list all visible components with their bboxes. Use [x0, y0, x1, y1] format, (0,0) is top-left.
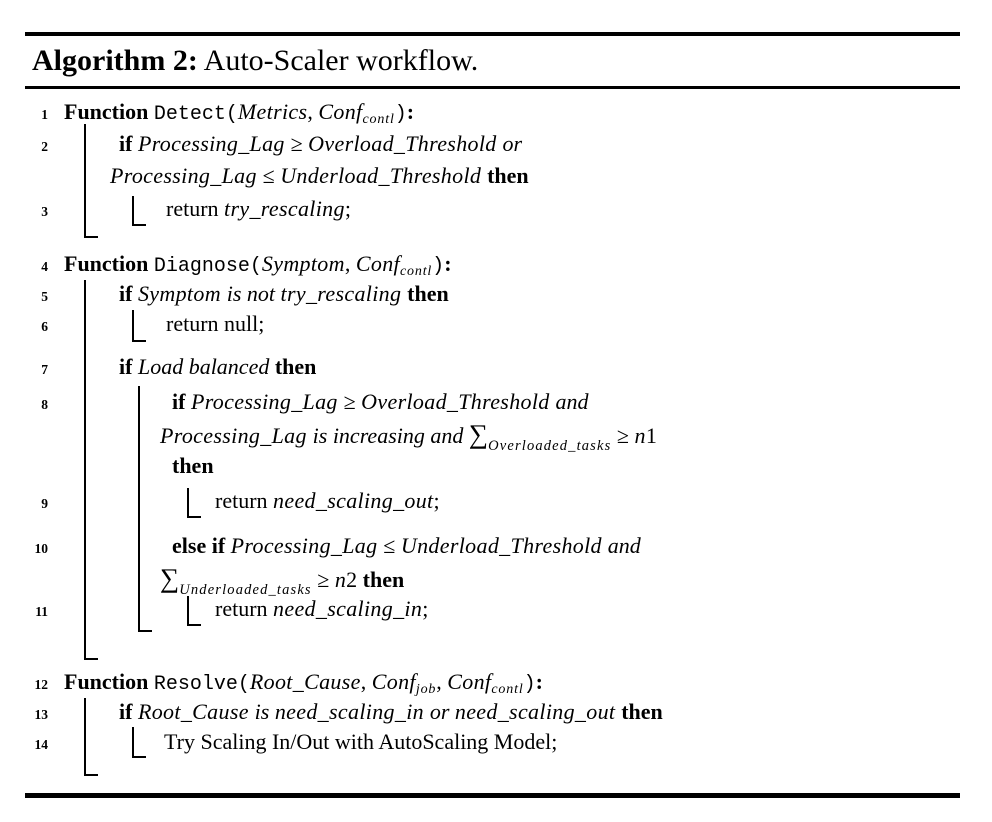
keyword-seg: Function — [64, 99, 154, 124]
function-name-seg: Detect( — [153, 103, 238, 126]
math-var-seg: need_scaling_in — [273, 596, 423, 621]
keyword-seg: then — [172, 453, 214, 478]
subscript-seg: job — [415, 682, 437, 697]
plain-seg: , — [307, 99, 319, 124]
line-number: 11 — [35, 604, 48, 619]
plain-seg: , — [360, 669, 372, 694]
function-name-seg: ) — [432, 255, 445, 278]
plain-seg: return — [215, 488, 274, 513]
plain-seg: ; — [422, 596, 429, 621]
italic-text-seg: and — [607, 533, 641, 558]
relation-seg: ≥ — [343, 389, 362, 414]
math-var-seg: Underload_Threshold — [280, 163, 488, 188]
italic-text-seg: Load balanced — [137, 354, 275, 379]
keyword-seg: if — [119, 131, 138, 156]
math-var-seg: need_scaling_out — [454, 699, 622, 724]
top-rule — [25, 32, 960, 36]
plain-seg: Try Scaling In/Out with AutoScaling Model; — [164, 729, 558, 754]
math-var-seg: Conf — [371, 669, 416, 694]
title-divider-rule — [25, 86, 960, 89]
math-var-seg: try_rescaling — [224, 196, 345, 221]
line-number: 5 — [41, 289, 48, 304]
keyword-seg: if — [119, 354, 138, 379]
math-var-seg: Processing_Lag — [137, 131, 291, 156]
sigma-subscript-seg: Underloaded_tasks — [179, 582, 312, 598]
relation-seg: ≥ — [311, 567, 335, 592]
sigma-subscript-seg: Overloaded_tasks — [488, 438, 612, 454]
keyword-seg: if — [119, 281, 138, 306]
line-number: 7 — [41, 362, 48, 377]
line-number: 8 — [41, 397, 48, 412]
algo-line-10 — [0, 533, 992, 563]
math-var-seg: Processing_Lag — [190, 389, 344, 414]
plain-seg: , — [344, 251, 356, 276]
keyword-seg: else if — [172, 533, 231, 558]
line-number: 13 — [34, 707, 48, 722]
plain-seg: return — [166, 196, 225, 221]
plain-seg: return — [215, 596, 274, 621]
line-number: 10 — [34, 541, 48, 556]
math-var-seg: Underload_Threshold — [400, 533, 608, 558]
algo-line-3 — [0, 196, 992, 226]
algo-line-2-cont — [0, 163, 992, 193]
relation-seg: ≤ — [383, 533, 401, 558]
algorithm-caption — [32, 44, 478, 78]
plain-seg: , — [436, 669, 448, 694]
math-var-seg: Processing_Lag — [230, 533, 384, 558]
plain-seg: ; — [433, 488, 440, 513]
algorithm-caption-text: Auto-Scaler workflow. — [197, 44, 479, 77]
line-number: 9 — [41, 496, 48, 511]
function-name-seg: ) — [394, 103, 407, 126]
sigma-seg: ∑ — [468, 419, 489, 449]
algo-line-8 — [0, 389, 992, 419]
line-number: 14 — [34, 737, 48, 752]
line-number: 3 — [41, 204, 48, 219]
math-var-seg: n — [634, 423, 646, 448]
algo-line-12 — [0, 669, 992, 699]
italic-text-seg: and — [555, 389, 589, 414]
italic-text-seg: or — [429, 699, 455, 724]
math-var-seg: Overload_Threshold — [361, 389, 556, 414]
subscript-seg: contl — [399, 264, 433, 279]
algo-line-5 — [0, 281, 992, 311]
keyword-seg: : — [444, 251, 452, 276]
math-var-seg: Conf — [355, 251, 400, 276]
math-var-seg: Metrics — [237, 99, 308, 124]
algo-line-14 — [0, 729, 992, 759]
line-number: 6 — [41, 319, 48, 334]
math-var-seg: need_scaling_out — [273, 488, 434, 513]
algo-line-8-cont-1 — [0, 419, 992, 454]
keyword-seg: if — [119, 699, 138, 724]
plain-seg: return null; — [166, 311, 265, 336]
math-var-seg: Conf — [318, 99, 363, 124]
italic-text-seg: is not — [226, 281, 281, 306]
line-number: 12 — [34, 677, 48, 692]
line-number: 1 — [41, 107, 48, 122]
keyword-seg: then — [274, 354, 317, 379]
algo-line-4 — [0, 251, 992, 281]
keyword-seg: then — [621, 699, 663, 724]
function-name-seg: Resolve( — [153, 673, 250, 696]
math-var-seg: Overload_Threshold — [308, 131, 503, 156]
keyword-seg: if — [172, 389, 191, 414]
italic-text-seg: or — [502, 131, 523, 156]
bottom-rule — [25, 793, 960, 798]
algo-line-7 — [0, 354, 992, 384]
algorithm-caption-label: Algorithm 2: — [32, 44, 198, 77]
italic-text-seg: is increasing and — [312, 423, 469, 448]
relation-seg: ≥ — [290, 131, 309, 156]
subscript-seg: contl — [491, 682, 524, 697]
math-var-seg: Conf — [447, 669, 492, 694]
line-number: 2 — [41, 139, 48, 154]
keyword-seg: : — [406, 99, 415, 124]
algo-line-11 — [0, 596, 992, 626]
keyword-seg: Function — [64, 251, 154, 276]
algo-line-2 — [0, 131, 992, 161]
plain-seg: ; — [344, 196, 351, 221]
math-var-seg: Processing_Lag — [110, 163, 263, 188]
keyword-seg: : — [535, 669, 543, 694]
keyword-seg: then — [407, 281, 449, 306]
keyword-seg: then — [487, 163, 529, 188]
keyword-seg: then — [362, 567, 405, 592]
line-number: 4 — [41, 259, 48, 274]
math-var-seg: need_scaling_in — [274, 699, 430, 724]
math-var-seg: Processing_Lag — [160, 423, 313, 448]
algo-line-6 — [0, 311, 992, 341]
algo-line-9 — [0, 488, 992, 518]
algo-line-1 — [0, 99, 992, 129]
algo-line-13 — [0, 699, 992, 729]
sigma-seg: ∑ — [160, 563, 180, 593]
subscript-seg: contl — [362, 112, 395, 127]
keyword-seg: Function — [64, 669, 154, 694]
algo-line-8-cont-2 — [0, 453, 992, 483]
function-name-seg: Diagnose( — [153, 255, 262, 278]
italic-text-seg: is — [254, 699, 275, 724]
math-var-seg: Root_Cause — [137, 699, 255, 724]
algo-line-10-cont — [0, 563, 992, 598]
relation-seg: ≤ — [262, 163, 281, 188]
math-var-seg: Symptom — [261, 251, 345, 276]
function-name-seg: ) — [523, 673, 536, 696]
plain-seg: 2 — [346, 567, 363, 592]
math-var-seg: n — [334, 567, 347, 592]
plain-seg: 1 — [645, 423, 657, 448]
math-var-seg: Root_Cause — [249, 669, 361, 694]
math-var-seg: Symptom — [137, 281, 227, 306]
relation-seg: ≥ — [611, 423, 635, 448]
math-var-seg: try_rescaling — [280, 281, 408, 306]
